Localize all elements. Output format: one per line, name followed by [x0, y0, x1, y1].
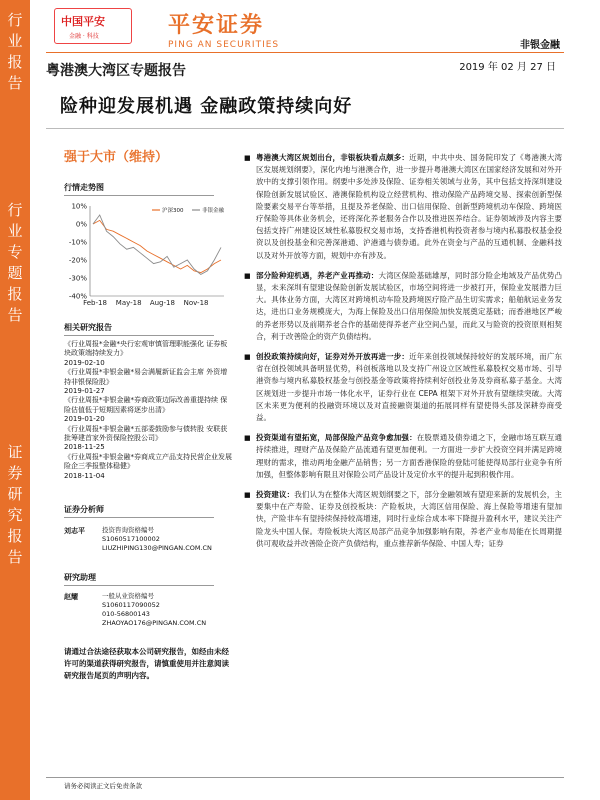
related-reports-list	[64, 340, 234, 481]
legend-label: 沪深300	[162, 208, 184, 214]
legend-label: 非银金融	[202, 208, 225, 214]
paragraph-text	[256, 432, 562, 481]
paragraph-lead: 粤港澳大湾区规划出台，非银板块看点颇多：	[256, 153, 410, 162]
chart-title-rule	[64, 195, 214, 196]
related-report-title: 《行业周报*非银金融*易会满履新证监会主席 外资增持非银保险股》	[64, 368, 228, 386]
x-tick-label: May-18	[115, 299, 142, 307]
industry-label: 非银金融	[520, 40, 560, 51]
person-name: 赵耀	[64, 593, 78, 601]
footer-note: 请务必阅读正文后免责条款	[64, 782, 142, 790]
brand-name-en: PING AN SECURITIES	[168, 40, 280, 50]
sidebar-char: 究	[7, 506, 23, 524]
paragraph-text	[256, 489, 562, 550]
person-info	[102, 526, 212, 553]
assistant-list	[64, 592, 234, 628]
report-series: 粤港澳大湾区专题报告	[46, 63, 186, 79]
person-info-line: 投资咨询资格编号	[102, 526, 154, 534]
paragraph-lead: 部分险种迎机遇，养老产业再推动：	[256, 270, 379, 280]
brand-name-cn: 平安证券	[168, 13, 265, 38]
pingan-logo	[54, 8, 132, 44]
related-report-date: 2018-11-25	[64, 443, 105, 452]
related-report-title: 《行业周报*非银金融*券商政策边际改善重提持续 保险估值低于短期因素将逐步出清》	[64, 396, 228, 414]
square-bullet-icon: ■	[244, 491, 251, 500]
person-info-line: LIUZHIPING130@PINGAN.COM.CN	[102, 544, 212, 552]
related-report-date: 2018-11-04	[64, 471, 105, 480]
paragraph-lead: 投资渠道有望拓宽，局部保险产品竞争愈加强：	[256, 433, 417, 443]
series-line-0	[93, 220, 221, 272]
paragraph-body: 我们认为在整体大湾区规划纲要之下，部分金融领域有望迎来新的发展机会，主要集中在产寿险、证券及创投板块：产险板块，大湾区信用保险、海上保险等增速有望加快，产险非车有望持续保持较高增速，同时行业综合成本率下降提升盈利水平，建议关注产险龙头中国人保。寿险板块大湾区局部产品竞争加强影响有限，养老产业布局能在长周期提供可观收益并改善险企资产负债结构，重点推荐新华保险、中国人寿；证券	[256, 490, 563, 548]
logo-text: 中国平安	[61, 15, 105, 28]
sidebar-char: 研	[7, 485, 23, 503]
sidebar-char: 行	[7, 201, 23, 219]
sidebar-char: 专	[7, 243, 23, 261]
sidebar-char: 报	[7, 527, 23, 545]
related-report-date: 2019-01-20	[64, 415, 105, 424]
square-bullet-icon: ■	[244, 154, 251, 162]
sidebar-char: 行	[7, 11, 23, 29]
y-tick-label: -20%	[68, 256, 87, 265]
square-bullet-icon: ■	[244, 434, 251, 443]
sidebar-char: 业	[7, 222, 23, 240]
related-title-rule	[64, 335, 214, 336]
square-bullet-icon: ■	[244, 271, 251, 280]
paragraph-text	[256, 351, 562, 424]
paragraph-lead: 创投政策持续向好，证券对外开放再进一步：	[256, 352, 410, 362]
disclaimer-note: 请通过合法途径获取本公司研究报告，如经由未经许可的渠道获得研究报告，请慎重使用并注意阅读研究报告尾页的声明内容。	[64, 647, 229, 680]
rating-label: 强于大市（维持）	[64, 150, 169, 165]
chart-section-title: 行情走势图	[64, 183, 104, 192]
sidebar-char: 证	[7, 443, 23, 461]
x-tick-label: Feb-18	[83, 299, 107, 307]
related-section-title: 相关研究报告	[64, 323, 112, 332]
summary-paragraph	[244, 270, 562, 343]
summary-paragraph	[244, 489, 562, 550]
logo-slogan: 金融 · 科技	[69, 33, 99, 40]
summary-paragraph	[244, 351, 562, 424]
footer-rule	[46, 777, 564, 778]
summary-paragraph	[244, 432, 562, 481]
sidebar-char: 告	[7, 74, 23, 92]
y-tick-label: -30%	[68, 274, 87, 283]
analyst-section-title: 证券分析师	[64, 505, 104, 514]
person-row	[64, 526, 234, 553]
y-tick-label: 10%	[71, 202, 87, 211]
person-name: 刘志平	[64, 527, 85, 535]
report-title: 险种迎发展机遇 金融政策持续向好	[60, 96, 353, 117]
person-info-line: S1060117090052	[102, 601, 160, 609]
sidebar-char: 告	[7, 306, 23, 324]
pingan-securities-logo	[168, 8, 279, 50]
summary-paragraph	[244, 152, 562, 262]
market-trend-chart	[64, 200, 232, 312]
left-sidebar	[0, 0, 30, 800]
sidebar-label-bottom	[0, 442, 30, 568]
sidebar-char: 报	[7, 285, 23, 303]
related-report-item	[64, 425, 234, 453]
sidebar-label-top	[0, 10, 30, 94]
related-report-date: 2019-02-10	[64, 358, 105, 367]
paragraph-body: 近期，中共中央、国务院印发了《粤港澳大湾区发展规划纲要》，深化内地与港澳合作，进一步提升粤港澳大湾区在国家经济发展和对外开放中的支撑引领作用。纲要中多处涉及保险、证券相关领域与业务，其中包括支持深圳建设保险创新发展试验区、港澳保险机构设立经营机构、推动保险产品跨境交易、探索创新型保险要素交易平台等举措，且提及养老保险、出口信用保险、创新型跨境机动车保险、跨境医疗保险等具体业务机会，还将深化养老服务合作以及推进医养结合。证券领域涉及内容主要包括支持广州建设区域性私募股权交易市场，支持香港机构投资者参与境内私募股权基金投资以及创投基金和完善深港通、沪港通与债券通。此外在资金与产品的互通机制、金融科技以及对外开放等方面，规划中亦有涉及。	[256, 153, 563, 260]
assistant-title-rule	[64, 585, 214, 586]
analyst-list	[64, 526, 234, 553]
paragraph-text	[256, 270, 562, 343]
person-info	[102, 592, 206, 628]
related-report-item	[64, 396, 234, 424]
paragraph-body: 大湾区保险基础雄厚，同时部分险企地域及产品优势凸显，未来深圳有望建设保险创新发展试验区，市场空间将进一步被打开，保险业发展潜力巨大。具体业务方面，大湾区对跨境机动车险及跨境医疗险产品生切实需求；船舶航运业务发达，进出口业务规模庞大，为海上保险及出口信用保险加快发展奠定基础；而香港地区严峻的养老形势以及前期养老合作的基础使得养老产业空间凸显，而此又与险资的投资原则相契合，利于改善险企的资产负债结构。	[256, 270, 563, 341]
related-report-title: 《行业周报*金融*央行宏观审慎管理职能强化 证券板块政策端持续发力》	[64, 340, 228, 358]
assistant-section-title: 研究助理	[64, 573, 96, 582]
paragraph-body: 近年来创投领域保持较好的发展环境，而广东省在创投领域具备明显优势，科创板落地以及支持广州设立区域性私募股权交易市场、引导港资参与境内私募股权基金与创投基金等政策将持续利好创投业务及券商私募子基金。大湾区规划进一步提升市场一体化水平，证券行业在 CEPA 框架下对外开放有望继续突破。大湾区未来更为便利的投融资环境以及对直接融资渠道的拓展同样有望使得头部及深耕券商受益。	[256, 352, 563, 423]
related-report-title: 《行业周报*非银金融*券商成立产品支持民营企业发展 险企三季报整体稳健》	[64, 452, 232, 471]
square-bullet-icon: ■	[244, 353, 251, 362]
x-tick-label: Nov-18	[183, 299, 209, 307]
related-report-item	[64, 368, 234, 396]
related-report-item	[64, 453, 234, 481]
related-report-date: 2019-01-27	[64, 387, 105, 396]
y-tick-label: 0%	[75, 220, 87, 229]
paragraph-body: 在股票通及债券通之下，金融市场互联互通持续推进，理财产品及保险产品流通有望更加便利。一方面进一步扩大投资空间并满足跨境理财的需求，推动两地金融产品销售；另一方面香港保险的登陆可能使得局部行业竞争有所加强，但整体影响有限且对保险公司产品设计及定价水平的提升起到积极作用。	[256, 433, 563, 479]
person-info-line: S1060517100002	[102, 535, 160, 543]
paragraph-lead: 投资建议：	[256, 490, 295, 500]
summary-body	[244, 152, 562, 558]
person-info-line: 一般从业资格编号	[102, 592, 154, 600]
related-report-item	[64, 340, 234, 368]
related-report-title: 《行业周报*非银金融*五部委鼓励参与债转股 安联获批筹建首家外资保险控股公司》	[64, 424, 228, 443]
analyst-title-rule	[64, 517, 214, 518]
title-divider	[46, 128, 564, 129]
person-info-line: 010-56800143	[102, 610, 150, 618]
sidebar-char: 券	[7, 464, 23, 482]
y-tick-label: -40%	[68, 292, 87, 301]
y-tick-label: -10%	[68, 238, 87, 247]
paragraph-text	[256, 152, 562, 262]
sidebar-char: 题	[7, 264, 23, 282]
person-info-line: ZHAOYAO176@PINGAN.COM.CN	[102, 619, 207, 627]
x-tick-label: Aug-18	[149, 299, 175, 307]
report-date: 2019 年 02 月 27 日	[459, 62, 556, 73]
sidebar-char: 告	[7, 548, 23, 566]
person-row	[64, 592, 234, 628]
sidebar-char: 业	[7, 32, 23, 50]
sidebar-char: 报	[7, 53, 23, 71]
series-line-1	[93, 215, 221, 274]
sidebar-label-mid	[0, 200, 30, 326]
header-divider	[46, 52, 564, 53]
